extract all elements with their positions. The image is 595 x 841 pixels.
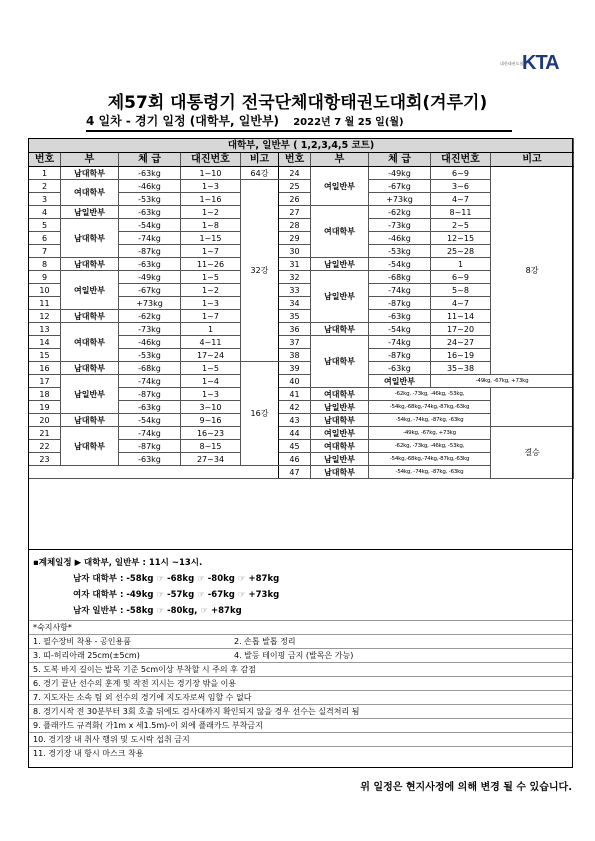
bout-number: 30 — [279, 245, 311, 258]
weight-class: -46kg — [119, 180, 181, 193]
draw-number: 1~15 — [181, 232, 241, 245]
weigh-in-line-1 — [73, 572, 279, 584]
notice-item: 3. 띠-허리아래 25cm(±5cm) — [33, 651, 140, 660]
column-header: 체 급 — [369, 153, 431, 167]
notice-item: 6. 경기 끝난 선수의 훈계 및 작전 지시는 경기장 밖을 이용 — [33, 679, 237, 688]
bout-number: 29 — [279, 232, 311, 245]
weight-list: -54kg,-68kg,-74kg,-87kg,-63kg — [369, 453, 491, 466]
weight-class: -63kg — [119, 206, 181, 219]
draw-number: 4~7 — [431, 193, 491, 206]
bout-number: 31 — [279, 258, 311, 271]
bout-number: 19 — [29, 401, 61, 414]
bout-number: 43 — [279, 414, 311, 427]
weigh-in-schedule: ▪계체일정 ▶ 대학부, 일반부 : 11시 ~13시. — [33, 558, 203, 568]
divider — [29, 746, 572, 747]
weight-class: -87kg — [119, 245, 181, 258]
division-cell: 여일반부 — [311, 427, 369, 440]
divider — [29, 690, 572, 691]
division-cell: 남일반부 — [61, 375, 119, 414]
bout-number: 36 — [279, 323, 311, 336]
division-cell: 남대학부 — [311, 466, 369, 479]
round-note: 32강 — [241, 180, 279, 362]
divider — [29, 634, 572, 635]
notice-item: 10. 경기장 내 취사 행위 및 도시락 섭취 금지 — [33, 735, 190, 744]
draw-number: 9~16 — [181, 414, 241, 427]
weight-class: -63kg — [119, 258, 181, 271]
division-cell: 남대학부 — [311, 414, 369, 427]
division-cell: 남대학부 — [61, 219, 119, 258]
bout-number: 25 — [279, 180, 311, 193]
draw-number: 12~15 — [431, 232, 491, 245]
bout-number: 13 — [29, 323, 61, 336]
weight-class: -74kg — [119, 427, 181, 440]
notice-heading: *숙지사항* — [33, 623, 72, 632]
bout-number: 22 — [29, 440, 61, 453]
column-header: 부 — [61, 153, 119, 167]
draw-number: 1~2 — [181, 284, 241, 297]
division-cell: 남대학부 — [61, 167, 119, 180]
division-cell: 남대학부 — [61, 427, 119, 466]
bout-number: 10 — [29, 284, 61, 297]
division-cell: 여대학부 — [61, 323, 119, 362]
weight-class: -54kg — [369, 258, 431, 271]
bout-number: 16 — [29, 362, 61, 375]
weigh-in-weight: -67kg — [207, 590, 235, 600]
logo-small-text: 대한태권도협회 — [500, 61, 528, 66]
weigh-in-line-2 — [73, 588, 279, 600]
bout-number: 2 — [29, 180, 61, 193]
footer-note: 위 일정은 현지사정에 의해 변경 될 수 있습니다. — [360, 782, 572, 793]
bout-number: 37 — [279, 336, 311, 349]
weight-list: -62kg, -73kg, -46kg, -53kg, — [369, 388, 491, 401]
division-cell: 남일반부 — [311, 453, 369, 466]
weight-class: -53kg — [119, 193, 181, 206]
draw-number: 17~20 — [431, 323, 491, 336]
draw-number: 1~7 — [181, 245, 241, 258]
page-subtitle — [86, 112, 512, 132]
draw-number: 1~5 — [181, 362, 241, 375]
weight-class: -63kg — [119, 167, 181, 180]
draw-number: 1~3 — [181, 297, 241, 310]
draw-number: 24~27 — [431, 336, 491, 349]
bout-number: 3 — [29, 193, 61, 206]
subtitle-main: 4 일차 - 경기 일정 (대학부, 일반부) — [86, 114, 280, 128]
bout-number: 11 — [29, 297, 61, 310]
weight-class: -68kg — [369, 271, 431, 284]
bout-number: 39 — [279, 362, 311, 375]
weight-class: -74kg — [369, 336, 431, 349]
divider — [29, 662, 572, 663]
draw-number: 27~34 — [181, 453, 241, 466]
notice-item: 5. 도복 바지 길이는 발목 기준 5cm이상 부착할 시 주의 후 감점 — [33, 665, 256, 674]
column-header: 부 — [311, 153, 369, 167]
weigh-in-line-3 — [73, 604, 242, 616]
weigh-in-weight: -58kg — [126, 574, 154, 584]
weight-list: -54kg, -74kg, -87kg, -63kg — [369, 414, 491, 427]
weight-class: -62kg — [369, 206, 431, 219]
weight-class: -53kg — [119, 349, 181, 362]
draw-number: 1~2 — [181, 206, 241, 219]
weigh-in-weight: -58kg — [126, 606, 154, 616]
column-header: 번호 — [29, 153, 61, 167]
draw-number: 11~26 — [181, 258, 241, 271]
weigh-in-weight: +87kg — [248, 574, 280, 584]
draw-number: 16~19 — [431, 349, 491, 362]
bout-number: 41 — [279, 388, 311, 401]
pointing-hand-icon: ☞ — [200, 606, 209, 616]
draw-number: 17~24 — [181, 349, 241, 362]
division-cell: 여대학부 — [311, 440, 369, 453]
bout-number: 1 — [29, 167, 61, 180]
weight-class: -87kg — [369, 297, 431, 310]
bout-number: 17 — [29, 375, 61, 388]
column-header: 번호 — [279, 153, 311, 167]
weigh-in-label: 여자 대학부 : — [73, 590, 124, 600]
weight-list: -54kg, -74kg, -87kg, -63kg — [369, 466, 491, 479]
weigh-in-weight: +73kg — [248, 590, 280, 600]
weigh-in-weight: -80kg — [207, 574, 235, 584]
bout-number: 45 — [279, 440, 311, 453]
division-cell: 남대학부 — [311, 336, 369, 388]
weight-list: -49kg, -67kg, +73kg — [431, 375, 574, 388]
subtitle-date: 2022년 7 월 25 일(월) — [293, 117, 404, 128]
divider — [29, 620, 572, 621]
bout-number: 33 — [279, 284, 311, 297]
draw-number: 1~8 — [181, 219, 241, 232]
draw-number: 1~3 — [181, 180, 241, 193]
weight-class: -74kg — [119, 375, 181, 388]
weight-class: -74kg — [369, 284, 431, 297]
bout-number: 18 — [29, 388, 61, 401]
column-header: 대진번호 — [181, 153, 241, 167]
draw-number: 1~5 — [181, 271, 241, 284]
division-cell: 여대학부 — [61, 180, 119, 206]
division-cell: 남대학부 — [311, 323, 369, 336]
weight-class: -73kg — [369, 219, 431, 232]
pointing-hand-icon: ☞ — [237, 574, 246, 584]
weigh-in-label: 남자 일반부 : — [73, 606, 124, 616]
draw-number: 4~11 — [181, 336, 241, 349]
round-note: 결승 — [491, 427, 574, 479]
bout-number: 5 — [29, 219, 61, 232]
division-cell: 여일반부 — [311, 167, 369, 206]
division-cell: 남일반부 — [61, 206, 119, 219]
column-header: 비고 — [491, 153, 574, 167]
page-title: 제57회 대통령기 전국단체대항태권도대회(겨루기) — [107, 93, 488, 113]
draw-number: 1~3 — [181, 388, 241, 401]
bout-number: 20 — [29, 414, 61, 427]
weigh-in-weight: -80kg, — [167, 606, 198, 616]
notice-item: 9. 플래카드 규격화( 가1m x 세1.5m)-이 외에 플래카드 부착금지 — [33, 721, 263, 730]
bout-number: 46 — [279, 453, 311, 466]
pointing-hand-icon: ☞ — [197, 574, 205, 584]
draw-number: 1~7 — [181, 310, 241, 323]
pointing-hand-icon: ☞ — [156, 606, 165, 616]
bout-number: 28 — [279, 219, 311, 232]
draw-number: 1~4 — [181, 375, 241, 388]
draw-number: 8~15 — [181, 440, 241, 453]
divider — [29, 676, 572, 677]
weight-class: -54kg — [369, 323, 431, 336]
weigh-in-weight: -57kg — [167, 590, 195, 600]
notes-section — [28, 550, 573, 768]
pointing-hand-icon: ☞ — [156, 590, 165, 600]
weigh-in-weight: +87kg — [211, 606, 242, 616]
weight-class: -63kg — [119, 453, 181, 466]
division-cell: 남일반부 — [311, 401, 369, 414]
bout-number: 38 — [279, 349, 311, 362]
logo-kta-text: KTA — [522, 52, 559, 74]
bout-number: 15 — [29, 349, 61, 362]
divider — [29, 648, 572, 649]
weight-list: -54kg,-68kg,-74kg,-87kg,-63kg — [369, 401, 491, 414]
bout-number: 32 — [279, 271, 311, 284]
notice-item: 1. 필수장비 착용 - 공인용품 — [33, 637, 131, 646]
draw-number: 11~14 — [431, 310, 491, 323]
weigh-in-weight: -49kg — [126, 590, 154, 600]
weight-list: -62kg, -73kg, -46kg, -53kg, — [369, 440, 491, 453]
bout-number: 34 — [279, 297, 311, 310]
draw-number: 5~8 — [431, 284, 491, 297]
bout-number: 23 — [29, 453, 61, 466]
bout-number: 8 — [29, 258, 61, 271]
weight-class: -87kg — [369, 349, 431, 362]
draw-number: 4~7 — [431, 297, 491, 310]
bout-number: 6 — [29, 232, 61, 245]
division-cell: 여일반부 — [369, 375, 431, 388]
weigh-in-weight: -68kg — [167, 574, 195, 584]
bout-number: 12 — [29, 310, 61, 323]
weight-class: -54kg — [119, 414, 181, 427]
weight-class: -74kg — [119, 232, 181, 245]
bout-number: 35 — [279, 310, 311, 323]
draw-number: 3~10 — [181, 401, 241, 414]
draw-number: 16~23 — [181, 427, 241, 440]
notice-item: 2. 손톱 발톱 정리 — [234, 637, 296, 646]
division-cell: 남일반부 — [311, 271, 369, 323]
divider — [29, 718, 572, 719]
bout-number: 14 — [29, 336, 61, 349]
weight-class: -68kg — [119, 362, 181, 375]
draw-number: 1~16 — [181, 193, 241, 206]
division-cell: 여일반부 — [61, 271, 119, 310]
division-cell: 여대학부 — [311, 388, 369, 401]
divider — [29, 732, 572, 733]
weigh-in-label: 남자 대학부 : — [73, 574, 124, 584]
division-cell: 남대학부 — [61, 414, 119, 427]
weight-class: -73kg — [119, 323, 181, 336]
pointing-hand-icon: ☞ — [156, 574, 165, 584]
weight-class: -63kg — [119, 401, 181, 414]
draw-number: 3~6 — [431, 180, 491, 193]
bout-number: 21 — [29, 427, 61, 440]
weight-class: -53kg — [369, 245, 431, 258]
draw-number: 6~9 — [431, 167, 491, 180]
division-cell: 여대학부 — [311, 206, 369, 258]
draw-number: 8~11 — [431, 206, 491, 219]
division-cell: 남대학부 — [61, 258, 119, 271]
round-note: 16강 — [241, 362, 279, 466]
divider — [29, 704, 572, 705]
weight-class: -87kg — [119, 388, 181, 401]
bout-number: 44 — [279, 427, 311, 440]
bout-number: 4 — [29, 206, 61, 219]
weight-class: -67kg — [369, 180, 431, 193]
draw-number: 1 — [181, 323, 241, 336]
weight-list: -49kg, -67kg, +73kg — [369, 427, 491, 440]
kta-logo — [500, 52, 575, 76]
round-note: 8강 — [491, 167, 574, 375]
draw-number: 2~5 — [431, 219, 491, 232]
notice-item: 4. 발등 테이핑 금지 (발목은 가능) — [234, 651, 354, 660]
weight-class: -49kg — [369, 167, 431, 180]
bout-number: 9 — [29, 271, 61, 284]
bout-number: 40 — [279, 375, 311, 388]
division-cell: 남대학부 — [61, 362, 119, 375]
pointing-hand-icon: ☞ — [197, 590, 205, 600]
weight-class: +73kg — [369, 193, 431, 206]
notice-item: 11. 경기장 내 항시 마스크 착용 — [33, 749, 144, 758]
weight-class: -87kg — [119, 440, 181, 453]
weight-class: -63kg — [369, 310, 431, 323]
weight-class: -49kg — [119, 271, 181, 284]
bout-number: 24 — [279, 167, 311, 180]
bout-number: 27 — [279, 206, 311, 219]
weight-class: -63kg — [369, 362, 431, 375]
bout-number: 42 — [279, 401, 311, 414]
column-header: 비고 — [241, 153, 279, 167]
division-cell: 남대학부 — [61, 310, 119, 323]
bout-number: 47 — [279, 466, 311, 479]
draw-number: 1~10 — [181, 167, 241, 180]
column-header: 대진번호 — [431, 153, 491, 167]
pointing-hand-icon: ☞ — [237, 590, 246, 600]
round-note: 64강 — [241, 167, 279, 180]
draw-number: 35~38 — [431, 362, 491, 375]
column-header: 체 급 — [119, 153, 181, 167]
weight-class: -62kg — [119, 310, 181, 323]
draw-number: 1 — [431, 258, 491, 271]
bout-number: 7 — [29, 245, 61, 258]
bout-number: 26 — [279, 193, 311, 206]
weight-class: +73kg — [119, 297, 181, 310]
weight-class: -46kg — [369, 232, 431, 245]
weight-class: -67kg — [119, 284, 181, 297]
notice-item: 7. 지도자는 소속 팀 외 선수의 경기에 지도자로써 임할 수 없다 — [33, 693, 252, 702]
draw-number: 6~9 — [431, 271, 491, 284]
draw-number: 25~28 — [431, 245, 491, 258]
weight-class: -54kg — [119, 219, 181, 232]
table-frame — [28, 138, 573, 550]
division-cell: 남일반부 — [311, 258, 369, 271]
notice-item: 8. 경기시작 전 30분부터 3회 호출 뒤에도 검사대까지 확인되지 않을 경우 선수는 실격처리 됨 — [33, 707, 360, 716]
table-caption: 대학부, 일반부 ( 1,2,3,4,5 코트) — [29, 139, 574, 153]
weight-class: -46kg — [119, 336, 181, 349]
